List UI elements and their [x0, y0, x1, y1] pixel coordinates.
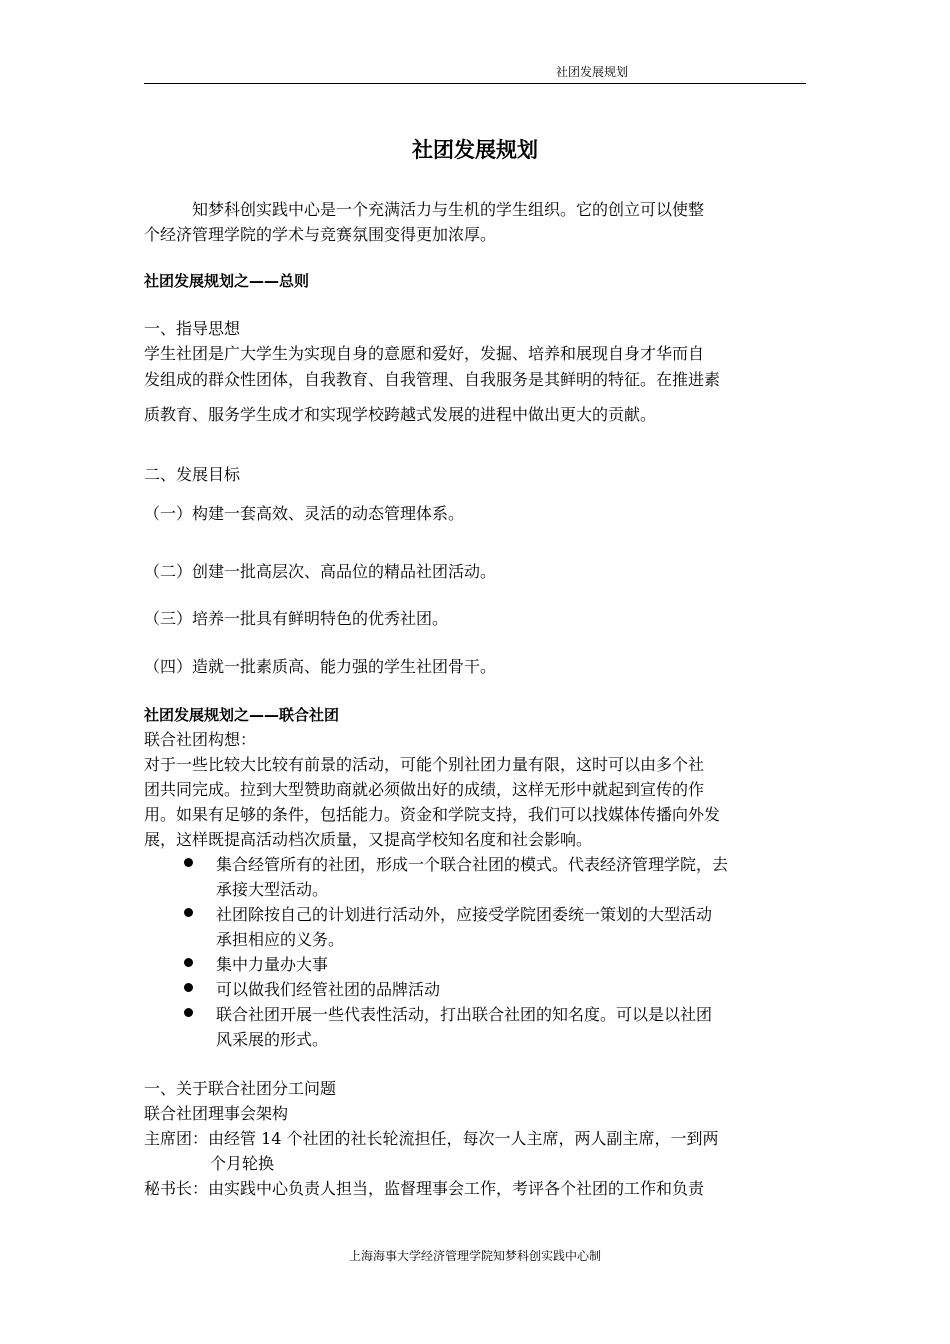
division-heading: 一、关于联合社团分工问题: [144, 1079, 337, 1098]
bullet-5-line-2: 风采展的形式。: [216, 1030, 329, 1049]
guiding-line-3: 质教育、服务学生成才和实现学校跨越式发展的进程中做出更大的贡献。: [144, 405, 657, 424]
guiding-line-1: 学生社团是广大学生为实现自身的意愿和爱好，发掘、培养和展现自身才华而自: [144, 344, 705, 363]
secretary-line: 秘书长：由实践中心负责人担当，监督理事会工作，考评各个社团的工作和负责: [144, 1179, 705, 1198]
section-heading-union: 社团发展规划之——联合社团: [144, 706, 340, 724]
bullet-icon: [184, 1008, 193, 1017]
bullet-1-line-2: 承接大型活动。: [216, 880, 329, 899]
bullet-icon: [184, 858, 193, 867]
concept-line-4: 展，这样既提高活动档次质量，又提高学校知名度和社会影响。: [144, 830, 593, 849]
goal-item-3: （三）培养一批具有鲜明特色的优秀社团。: [144, 609, 449, 628]
concept-line-1: 对于一些比较大比较有前景的活动，可能个别社团力量有限，这时可以由多个社: [144, 755, 705, 774]
guiding-heading: 一、指导思想: [144, 319, 241, 338]
guiding-line-2: 发组成的群众性团体，自我教育、自我管理、自我服务是其鲜明的特征。在推进素: [144, 370, 721, 389]
goals-heading: 二、发展目标: [144, 465, 241, 484]
concept-line-2: 团共同完成。拉到大型赞助商就必须做出好的成绩，这样无形中就起到宣传的作: [144, 780, 705, 799]
goal-item-1: （一）构建一套高效、灵活的动态管理体系。: [144, 504, 465, 523]
section-heading-general: 社团发展规划之——总则: [144, 272, 310, 290]
bullet-2-line-2: 承担相应的义务。: [216, 930, 345, 949]
goal-item-2: （二）创建一批高层次、高品位的精品社团活动。: [144, 562, 497, 581]
document-title: 社团发展规划: [412, 138, 538, 162]
chair-line-1: 主席团：由经管 14 个社团的社长轮流担任，每次一人主席，两人副主席，一到两: [144, 1129, 719, 1148]
bullet-4-line-1: 可以做我们经管社团的品牌活动: [216, 980, 441, 999]
bullet-1-line-1: 集合经管所有的社团，形成一个联合社团的模式。代表经济管理学院，去: [216, 855, 729, 874]
bullet-icon: [184, 958, 193, 967]
chair-line-2: 个月轮换: [210, 1154, 275, 1173]
bullet-5-line-1: 联合社团开展一些代表性活动，打出联合社团的知名度。可以是以社团: [216, 1005, 713, 1024]
intro-line-2: 个经济管理学院的学术与竞赛氛围变得更加浓厚。: [144, 225, 497, 244]
page-footer: 上海海事大学经济管理学院知梦科创实践中心制: [348, 1249, 601, 1263]
bullet-3-line-1: 集中力量办大事: [216, 955, 329, 974]
goal-item-4: （四）造就一批素质高、能力强的学生社团骨干。: [144, 657, 497, 676]
bullet-icon: [184, 983, 193, 992]
concept-label: 联合社团构想：: [144, 730, 257, 749]
running-header: 社团发展规划: [556, 65, 629, 79]
intro-line-1: 知梦科创实践中心是一个充满活力与生机的学生组织。它的创立可以使整: [192, 200, 705, 219]
division-subheading: 联合社团理事会架构: [144, 1104, 289, 1123]
bullet-icon: [184, 908, 193, 917]
header-divider: [144, 83, 806, 84]
concept-line-3: 用。如果有足够的条件，包括能力。资金和学院支持，我们可以找媒体传播向外发: [144, 805, 721, 824]
bullet-2-line-1: 社团除按自己的计划进行活动外，应接受学院团委统一策划的大型活动: [216, 905, 713, 924]
